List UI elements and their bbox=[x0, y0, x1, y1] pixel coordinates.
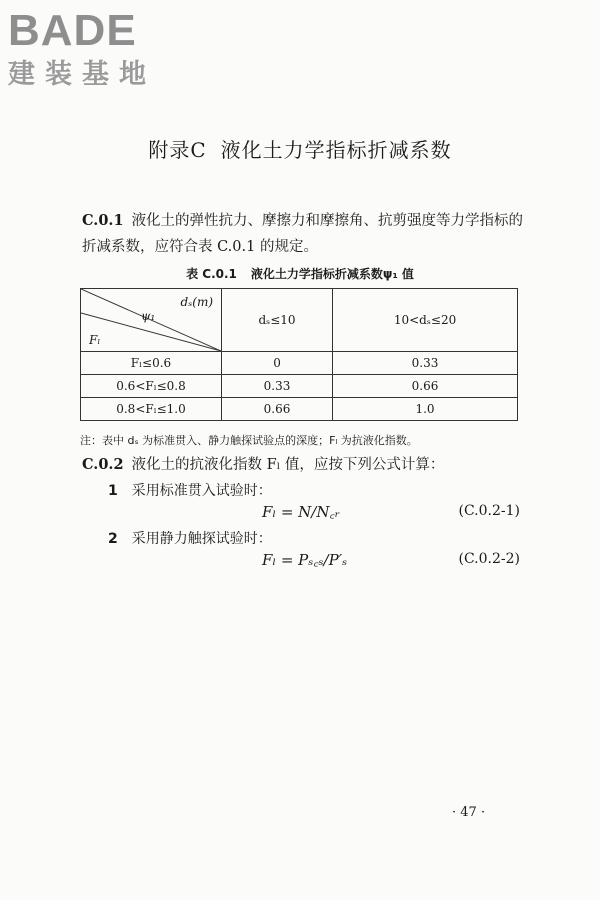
formula-number-2: (C.0.2-2) bbox=[458, 551, 520, 567]
diag-label-fl: Fₗ bbox=[89, 333, 101, 347]
clause-c01 bbox=[82, 208, 537, 260]
clause-c02-number: C.0.2 bbox=[82, 456, 124, 473]
page-number: · 47 · bbox=[452, 805, 486, 820]
appendix-title bbox=[0, 134, 600, 163]
column-header: 10<dₛ≤20 bbox=[333, 289, 518, 352]
table-caption bbox=[0, 265, 600, 282]
table-caption-text: 液化土力学指标折减系数ψ₁ 值 bbox=[250, 267, 414, 281]
diag-label-ds: dₛ(m) bbox=[180, 295, 213, 309]
item-number: 2 bbox=[108, 531, 118, 547]
table-cell: 0.66 bbox=[333, 375, 518, 398]
table-header-row bbox=[81, 289, 518, 352]
appendix-code: 附录C bbox=[148, 138, 207, 162]
method-item-1 bbox=[108, 480, 272, 500]
table-cell: 0 bbox=[222, 352, 333, 375]
row-label: 0.8<Fₗ≤1.0 bbox=[81, 398, 222, 421]
table-cell: 0.33 bbox=[222, 375, 333, 398]
formula-2: Fₗ = Pₛ꜀ₛ/P′ₛ bbox=[262, 551, 348, 569]
item-text: 采用标准贯入试验时： bbox=[131, 483, 272, 499]
item-number: 1 bbox=[108, 483, 118, 499]
table-row bbox=[81, 352, 518, 375]
logo-text-latin: BADE bbox=[8, 6, 137, 55]
table-caption-code: 表 C.0.1 bbox=[186, 267, 237, 281]
table-cell: 1.0 bbox=[333, 398, 518, 421]
clause-c01-text: 液化土的弹性抗力、摩擦力和摩擦角、抗剪强度等力学指标的折减系数，应符合表 C.0.1 的规定。 bbox=[82, 213, 524, 255]
clause-c02-text: 液化土的抗液化指数 Fₗ 值，应按下列公式计算： bbox=[131, 457, 445, 473]
table-diagonal-header bbox=[81, 289, 222, 352]
table-cell: 0.33 bbox=[333, 352, 518, 375]
clause-c01-number: C.0.1 bbox=[82, 212, 124, 229]
appendix-title-text: 液化土力学指标折减系数 bbox=[220, 138, 452, 162]
row-label: Fₗ≤0.6 bbox=[81, 352, 222, 375]
clause-c02 bbox=[82, 452, 537, 478]
table-row bbox=[81, 375, 518, 398]
column-header: dₛ≤10 bbox=[222, 289, 333, 352]
formula-number-1: (C.0.2-1) bbox=[458, 503, 520, 519]
method-item-2 bbox=[108, 528, 272, 548]
table-note: 注：表中 dₛ 为标准贯入、静力触探试验点的深度；Fₗ 为抗液化指数。 bbox=[80, 434, 418, 447]
coefficient-table bbox=[80, 288, 518, 421]
table-cell: 0.66 bbox=[222, 398, 333, 421]
item-text: 采用静力触探试验时： bbox=[131, 531, 272, 547]
logo-text-chinese: 建装基地 bbox=[8, 59, 156, 90]
diag-label-psi: ψ₁ bbox=[141, 309, 156, 323]
row-label: 0.6<Fₗ≤0.8 bbox=[81, 375, 222, 398]
watermark-logo bbox=[8, 6, 178, 92]
table-row bbox=[81, 398, 518, 421]
formula-1: Fₗ = N/N꜀ᵣ bbox=[262, 503, 340, 521]
